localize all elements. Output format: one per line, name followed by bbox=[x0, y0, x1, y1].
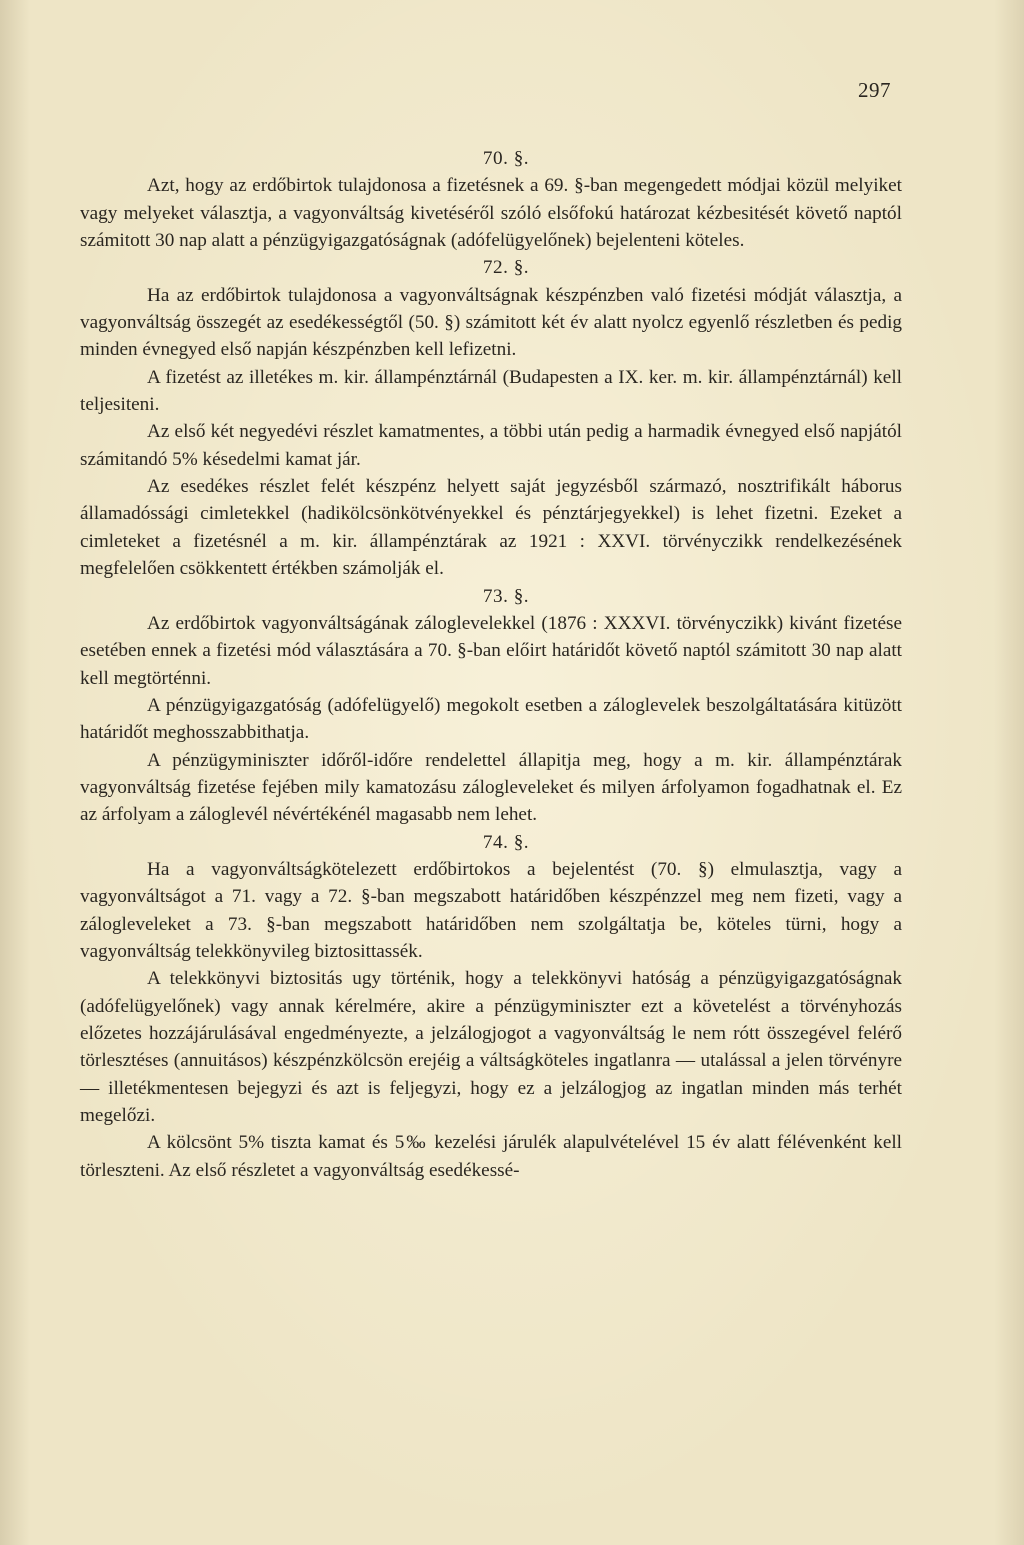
paragraph: A kölcsönt 5% tiszta kamat és 5‰ kezelési járulék alapulvételével 15 év alatt félévenként kell törleszteni. Az első részletet a vagyonváltság esedékessé- bbox=[80, 1132, 902, 1181]
page-number: 297 bbox=[858, 78, 891, 102]
paragraph: Ha a vagyonváltságkötelezett erdőbirtokos a bejelentést (70. §) elmulasztja, vagy a vagyonváltságot a 71. vagy a 72. §-ban megszabott határidőben készpénzzel meg nem fizeti, vagy a zálogleveleket a 73. §-ban megszabott határidőben nem szolgáltatja be, köteles türni, hogy a vagyonváltság telekkönyvileg biztosittassék. bbox=[80, 858, 902, 962]
body-text bbox=[80, 145, 902, 1184]
paragraph: A pénzügyigazgatóság (adófelügyelő) megokolt esetben a záloglevelek beszolgáltatására kitüzött határidőt meghosszabbithatja. bbox=[80, 694, 902, 744]
paragraph: Ha az erdőbirtok tulajdonosa a vagyonváltságnak készpénzben való fizetési módját választja, a vagyonváltság összegét az esedékességtől (50. §) számitott két év alatt nyolcz egyenlő részletben és pedig minden évnegyed első napján készpénzben kell lefizetni. bbox=[80, 284, 902, 361]
section-heading: 74. §. bbox=[482, 831, 530, 853]
section-72 bbox=[80, 254, 902, 582]
paragraph: A fizetést az illetékes m. kir. állampénztárnál (Budapesten a IX. ker. m. kir. állampénztárnál) kell teljesiteni. bbox=[80, 366, 902, 416]
paragraph: Az első két negyedévi részlet kamatmentes, a többi után pedig a harmadik évnegyed első napjától számitandó 5% késedelmi kamat jár. bbox=[80, 421, 902, 470]
section-heading: 72. §. bbox=[482, 257, 530, 279]
paragraph: Az erdőbirtok vagyonváltságának záloglevelekkel (1876 : XXXVI. törvényczikk) kivánt fizetése esetében ennek a fizetési mód választására a 70. §-ban előirt határidőt követő naptól számitott 30 nap alatt kell megtörténni. bbox=[80, 612, 902, 689]
section-74 bbox=[80, 829, 902, 1184]
paragraph: Az esedékes részlet felét készpénz helyett saját jegyzésből származó, nosztrifikált háborus államadóssági cimletekkel (hadikölcsönkötvényekkel és pénztárjegyekkel) is lehet fizetni. Ezeket a cimleteket a fizetésnél a m. kir. állampénztárak az 1921 : XXVI. törvényczikk rendelkezésének megfelelően csökkentett értékben számolják el. bbox=[80, 476, 902, 580]
paragraph: A pénzügyminiszter időről-időre rendelettel állapitja meg, hogy a m. kir. állampénztárak vagyonváltság fizetése fejében mily kamatozásu zálogleveleket és milyen árfolyamon fogadhatnak el. Ez az árfolyam a záloglevél névértékénél magasabb nem lehet. bbox=[80, 749, 902, 826]
paragraph: A telekkönyvi biztositás ugy történik, hogy a telekkönyvi hatóság a pénzügyigazgatóságnak (adófelügyelőnek) vagy annak kérelmére, akire a pénzügyminiszter ezt a követelést a törvényhozás előzetes hozzájárulásával engedményezte, a jelzálogjogot a vagyonváltság le nem rótt összegével felérő törlesztéses (annuitásos) készpénzkölcsön erejéig a váltságköteles ingatlanra — utalással a jelen törvényre — illetékmentesen bejegyzi és azt is feljegyzi, hogy ez a jelzálogjog az ingatlan minden más terhét megelőzi. bbox=[80, 968, 902, 1127]
section-73 bbox=[80, 583, 902, 829]
section-70 bbox=[80, 145, 902, 254]
paragraph: Azt, hogy az erdőbirtok tulajdonosa a fizetésnek a 69. §-ban megengedett módjai közül melyiket vagy melyeket választja, a vagyonváltság kivetéséről szóló elsőfokú határozat kézbesitését követő naptól számitott 30 nap alatt a pénzügyigazgatóságnak (adófelügyelőnek) bejelenteni köteles. bbox=[80, 175, 902, 252]
section-heading: 73. §. bbox=[482, 585, 530, 607]
section-heading: 70. §. bbox=[482, 148, 530, 169]
